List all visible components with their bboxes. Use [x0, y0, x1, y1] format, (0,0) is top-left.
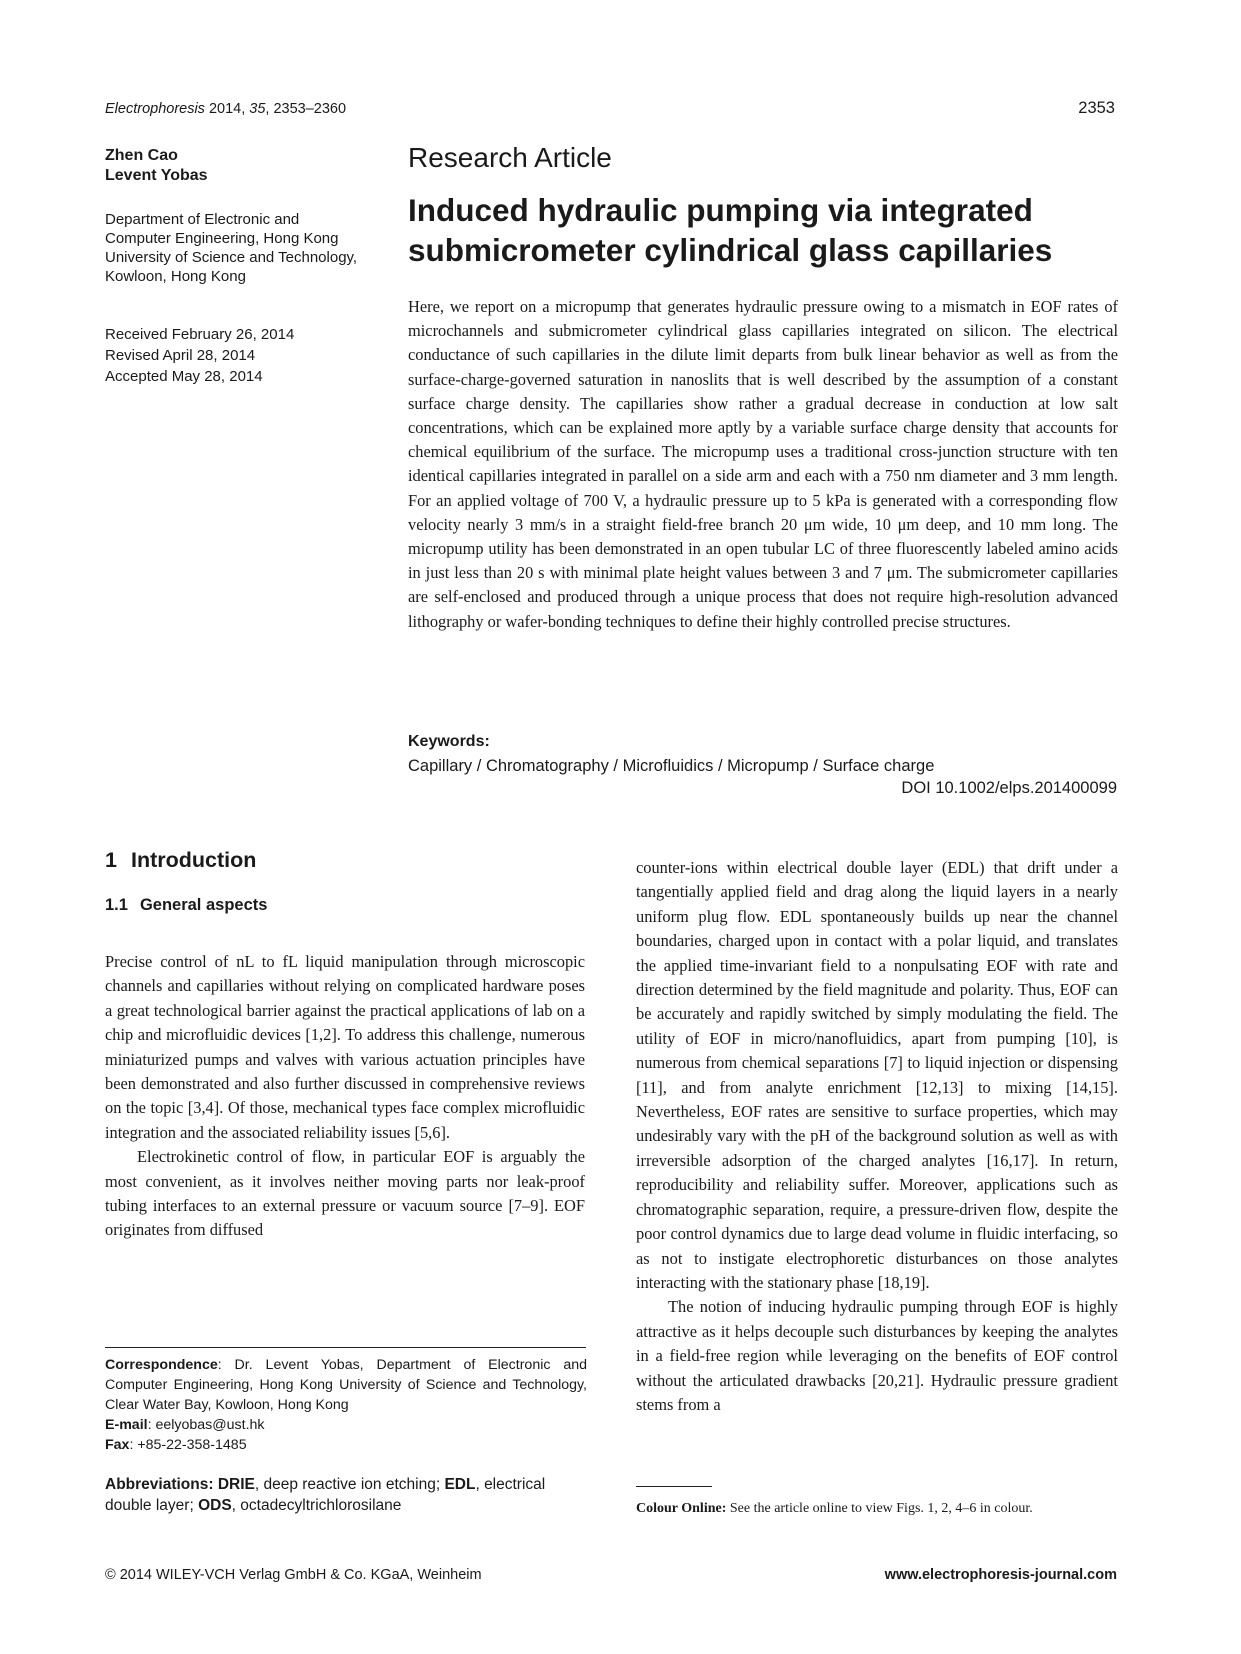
page-number: 2353 — [1078, 99, 1115, 117]
correspondence-footnote — [105, 1355, 587, 1455]
author-name: Zhen Cao — [105, 147, 178, 164]
fax-label: Fax — [105, 1437, 130, 1453]
article-type: Research Article — [408, 142, 612, 173]
copyright-notice: © 2014 WILEY-VCH Verlag GmbH & Co. KGaA, Weinheim — [105, 1567, 482, 1583]
journal-volume: 35 — [249, 101, 266, 117]
abbreviation-definition: , electrical double layer; — [105, 1476, 546, 1514]
article-dates — [105, 324, 363, 387]
email-label: E-mail — [105, 1417, 148, 1433]
body-paragraph: Precise control of nL to fL liquid manipulation through microscopic channels and capillaries without relying on complicated hardware poses a great technological barrier against the practical applications of lab on a chip and microfluidic devices [1,2]. To address this challenge, numerous miniaturized pumps and valves with various actuation principles have been demonstrated and also further discussed in comprehensive reviews on the topic [3,4]. Of those, mechanical types face complex microfluidic integration and the associated reliability issues [5,6]. — [105, 952, 585, 1142]
revised-date: Revised April 28, 2014 — [105, 347, 256, 364]
author-affiliation: Department of Electronic and Computer Engineering, Hong Kong University of Science and Technology, Kowloon, Hong Kong — [105, 211, 358, 285]
subsection-title: General aspects — [139, 896, 268, 914]
article-metadata-column — [105, 146, 363, 387]
subsection-number: 1.1 — [105, 896, 128, 914]
doi: DOI 10.1002/elps.201400099 — [901, 779, 1117, 797]
abbreviation-term: ODS — [198, 1496, 232, 1514]
body-column-right — [636, 856, 1118, 1417]
section-title: Introduction — [130, 848, 257, 872]
abbreviation-definition: , deep reactive ion etching; — [254, 1476, 445, 1493]
section-heading — [105, 848, 585, 873]
body-paragraph: counter-ions within electrical double layer (EDL) that drift under a tangentially applied field and drag along the liquid layers in a nearly uniform plug flow. EDL spontaneously builds up near the channel boundaries, charged upon in contact with a polar liquid, and translates the applied time-invariant field to a nonpulsating EOF with rate and direction determined by the field magnitude and polarity. Thus, EOF can be accurately and rapidly switched by simply modulating the field. The utility of EOF in micro/nanofluidics, apart from pumping [10], is numerous from chemical separations [7] to liquid injection or dispensing [11], and from analyte enrichment [12,13] to mixing [14,15]. Nevertheless, EOF rates are sensitive to surface properties, which may undesirably vary with the pH of the background solution as well as with irreversible adsorption of the charged analytes [16,17]. In return, reproducibility and reliability suffer. Moreover, applications such as chromatographic separation, require, a pressure-driven flow, despite the poor control dynamics due to large dead volume in fluidic interfacing, so as not to instigate electrophoretic disturbances on those analytes interacting with the stationary phase [18,19]. — [636, 858, 1118, 1292]
received-date: Received February 26, 2014 — [105, 326, 295, 343]
subsection-heading — [105, 896, 585, 915]
abbreviations-label: Abbreviations: — [105, 1476, 214, 1493]
journal-year: 2014, — [204, 101, 250, 117]
accepted-date: Accepted May 28, 2014 — [105, 368, 263, 385]
abbreviation-term: DRIE — [217, 1476, 255, 1493]
email-address: : eelyobas@ust.hk — [147, 1417, 265, 1433]
body-column-left — [105, 848, 585, 1243]
fax-number: : +85-22-358-1485 — [129, 1437, 247, 1453]
footnote-divider — [105, 1347, 586, 1348]
journal-name: Electrophoresis — [105, 101, 205, 117]
colour-online-label: Colour Online: — [636, 1501, 727, 1516]
correspondence-text: : Dr. Levent Yobas, Department of Electronic and Computer Engineering, Hong Kong University of Science and Technology, Clear Water Bay, Kowloon, Hong Kong — [105, 1357, 587, 1413]
body-paragraph: The notion of inducing hydraulic pumping through EOF is highly attractive as it helps decouple such disturbances by keeping the analytes in a field-free region while leveraging on the benefits of EOF control without the articulated drawbacks [20,21]. Hydraulic pressure gradient stems from a — [636, 1297, 1118, 1414]
journal-pages: , 2353–2360 — [265, 101, 347, 117]
abbreviations-footnote — [105, 1475, 587, 1516]
colour-online-note — [636, 1501, 1033, 1517]
footnote-divider — [636, 1486, 712, 1487]
keywords-list: Capillary / Chromatography / Microfluidics / Micropump / Surface charge — [408, 757, 935, 775]
journal-website-link[interactable]: www.electrophoresis-journal.com — [884, 1567, 1117, 1583]
abstract: Here, we report on a micropump that generates hydraulic pressure owing to a mismatch in EOF rates of microchannels and submicrometer cylindrical glass capillaries integrated on silicon. The electrical conductance of such capillaries in the dilute limit departs from bulk linear behavior as well as from the surface-charge-governed saturation in nanoslits that is well described by the assumption of a constant surface charge density. The capillaries show rather a gradual decrease in conduction at low salt concentrations, which can be explained more aptly by a variable surface charge density that accounts for chemical equilibrium of the surface. The micropump uses a traditional cross-junction structure with ten identical capillaries integrated in parallel on a side arm and each with a 750 nm diameter and 3 mm length. For an applied voltage of 700 V, a hydraulic pressure up to 5 kPa is generated with a corresponding flow velocity nearly 3 mm/s in a straight field-free branch 20 μm wide, 10 μm deep, and 10 mm long. The micropump utility has been demonstrated in an open tubular LC of three fluorescently labeled amino acids in just less than 20 s with minimal plate height values between 3 and 7 μm. The submicrometer capillaries are self-enclosed and produced through a unique process that does not require high-resolution advanced lithography or wafer-bonding techniques to define their highly controlled precise structures. — [408, 297, 1118, 631]
journal-reference — [105, 101, 346, 117]
colour-online-text: See the article online to view Figs. 1, 2, 4–6 in colour. — [726, 1501, 1033, 1516]
abbreviation-term: EDL — [444, 1476, 476, 1493]
keywords-heading: Keywords: — [408, 733, 490, 750]
body-paragraph: Electrokinetic control of flow, in particular EOF is arguably the most convenient, as it involves neither moving parts nor leak-proof tubing interfaces to an external pressure or vacuum source [7–9]. EOF originates from diffused — [105, 1147, 585, 1240]
article-title: Induced hydraulic pumping via integrated submicrometer cylindrical glass capillaries — [408, 192, 1053, 268]
author-name: Levent Yobas — [105, 167, 208, 184]
correspondence-label: Correspondence — [105, 1357, 218, 1373]
abbreviation-definition: , octadecyltrichlorosilane — [231, 1496, 402, 1514]
section-number: 1 — [105, 848, 117, 872]
